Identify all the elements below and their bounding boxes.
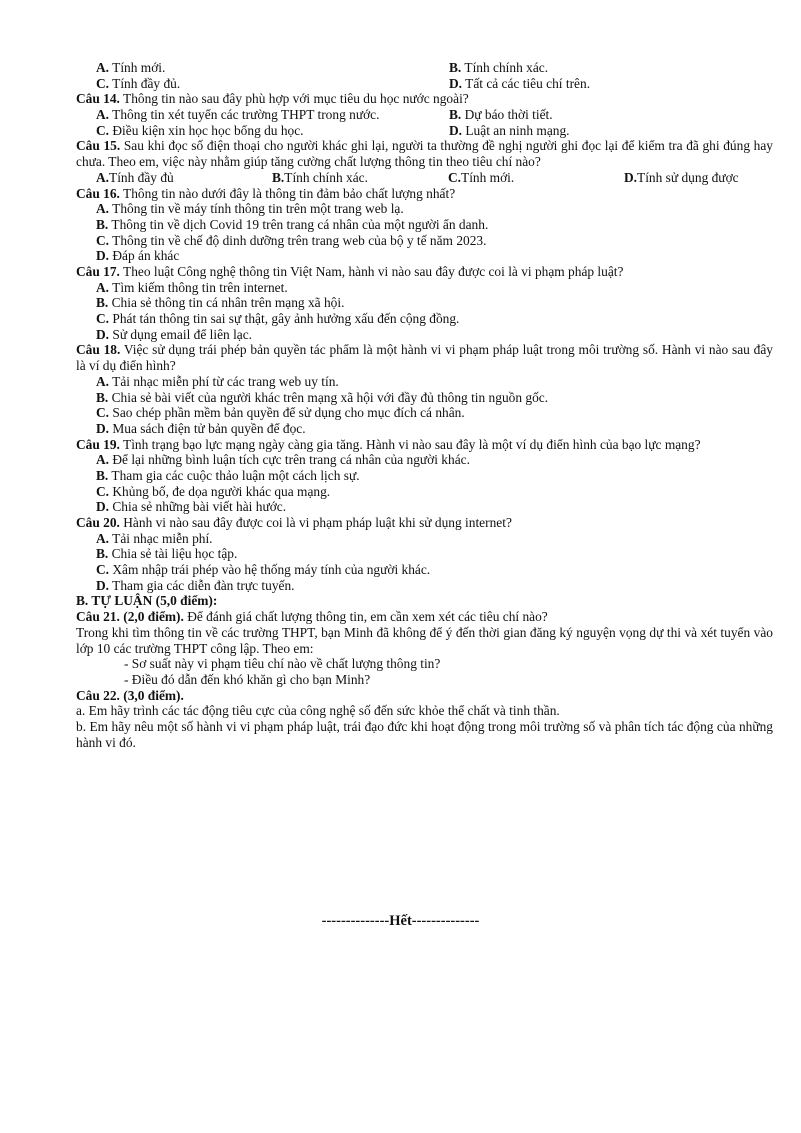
q15-option-d: D.Tính sử dụng được [624,169,739,185]
q15-option-a: A.Tính đầy đủ [96,169,174,185]
q16-stem: Câu 16. Thông tin nào dưới đây là thông tin đảm bảo chất lượng nhất? [76,185,456,201]
section-b-heading: B. TỰ LUẬN (5,0 điểm): [76,593,218,609]
exam-page [76,60,773,750]
q15-options-row [76,170,773,186]
q14-option-b: B. Dự báo thời tiết. [449,107,553,123]
q20-stem: Câu 20. Hành vi nào sau đây được coi là vi phạm pháp luật khi sử dụng internet? [76,515,512,531]
q21-paragraph: Trong khi tìm thông tin về các trường THPT, bạn Minh đã không để ý đến thời gian đăng ký nguyện vọng dự thi và xét tuyển vào lớp 10 các trường THPT công lập. Theo em: [76,624,773,656]
q21-sub-question-2: - Điều đó dẫn đến khó khăn gì cho bạn Minh? [124,671,371,687]
q21-stem: Câu 21. (2,0 điểm). Để đánh giá chất lượng thông tin, em cần xem xét các tiêu chí nào? [76,609,548,625]
q20-option-a: A. Tải nhạc miễn phí. [96,530,213,546]
q17-option-b: B. Chia sẻ thông tin cá nhân trên mạng xã hội. [96,295,345,311]
q15-option-c: C.Tính mới. [448,169,515,185]
q14-option-c: C. Điều kiện xin học học bổng du học. [96,122,304,138]
q19-option-d: D. Chia sẻ những bài viết hài hước. [96,499,287,515]
q17-option-a: A. Tìm kiếm thông tin trên internet. [96,279,288,295]
q17-option-c: C. Phát tán thông tin sai sự thật, gây ảnh hưởng xấu đến cộng đồng. [96,311,460,327]
q13-options-row-1 [76,60,773,76]
q14-stem: Câu 14. Thông tin nào sau đây phù hợp với mục tiêu du học nước ngoài? [76,91,469,107]
q16-option-a: A. Thông tin về máy tính thông tin trên một trang web lạ. [96,201,404,217]
q22-part-b: b. Em hãy nêu một số hành vi vi phạm pháp luật, trái đạo đức khi hoạt động trong môi trường số và phân tích tác động của những hành vi đó. [76,719,773,750]
q16-option-c: C. Thông tin về chế độ dinh dưỡng trên trang web của bộ y tế năm 2023. [96,232,487,248]
q13-options-row-2 [76,76,773,92]
q14-options-row-1 [76,107,773,123]
q18-option-a: A. Tải nhạc miễn phí từ các trang web uy tín. [96,373,339,389]
q19-option-c: C. Khủng bố, đe dọa người khác qua mạng. [96,483,331,499]
q15-stem: Câu 15. Sau khi đọc số điện thoại cho người khác ghi lại, người ta thường đề nghị người ghi đọc lại để kiểm tra đã ghi đúng hay chưa. Theo em, việc này nhằm giúp tăng cường chất lượng thông tin theo tiêu chí nào? [76,138,773,170]
q17-option-d: D. Sử dụng email để liên lạc. [96,326,253,342]
q20-option-c: C. Xâm nhập trái phép vào hệ thống máy tính của người khác. [96,562,431,578]
q15-option-b: B.Tính chính xác. [272,169,368,185]
q13-option-a: A. Tính mới. [96,60,166,75]
q20-option-d: D. Tham gia các diễn đàn trực tuyến. [96,577,295,593]
q19-option-a: A. Để lại những bình luận tích cực trên trang cá nhân của người khác. [96,452,470,468]
q20-option-b: B. Chia sẻ tài liệu học tập. [96,546,238,562]
q19-option-b: B. Tham gia các cuộc thảo luận một cách lịch sự. [96,467,360,483]
q16-option-d: D. Đáp án khác [96,248,180,264]
q18-option-c: C. Sao chép phần mềm bản quyền để sử dụng cho mục đích cá nhân. [96,405,465,421]
q18-option-b: B. Chia sẻ bài viết của người khác trên mạng xã hội với đầy đủ thông tin nguồn gốc. [96,389,549,405]
q14-option-a: A. Thông tin xét tuyển các trường THPT trong nước. [96,107,380,123]
end-of-exam-mark: --------------Hết-------------- [321,913,480,929]
q13-option-d: D. Tất cả các tiêu chí trên. [449,75,591,91]
q22-part-a: a. Em hãy trình các tác động tiêu cực của công nghệ số đến sức khỏe thể chất và tinh thần. [76,703,560,719]
q14-options-row-2 [76,123,773,139]
q18-option-d: D. Mua sách điện tử bản quyền để đọc. [96,420,306,436]
q14-option-d: D. Luật an ninh mạng. [449,122,570,138]
q19-stem: Câu 19. Tình trạng bạo lực mạng ngày càng gia tăng. Hành vi nào sau đây là một ví dụ điển hình của bạo lực mạng? [76,436,701,452]
q13-option-c: C. Tính đầy đủ. [96,75,181,91]
q13-option-b: B. Tính chính xác. [449,60,549,75]
q17-stem: Câu 17. Theo luật Công nghệ thông tin Việt Nam, hành vi nào sau đây được coi là vi phạm pháp luật? [76,263,624,279]
q18-stem: Câu 18. Việc sử dụng trái phép bản quyền tác phẩm là một hành vi vi phạm pháp luật trong môi trường số. Hành vi nào sau đây là ví dụ điển hình? [76,342,773,374]
q22-stem: Câu 22. (3,0 điểm). [76,687,184,703]
q21-sub-question-1: - Sơ suất này vi phạm tiêu chí nào về chất lượng thông tin? [124,656,441,672]
q16-option-b: B. Thông tin về dịch Covid 19 trên trang cá nhân của một người ẩn danh. [96,216,489,232]
